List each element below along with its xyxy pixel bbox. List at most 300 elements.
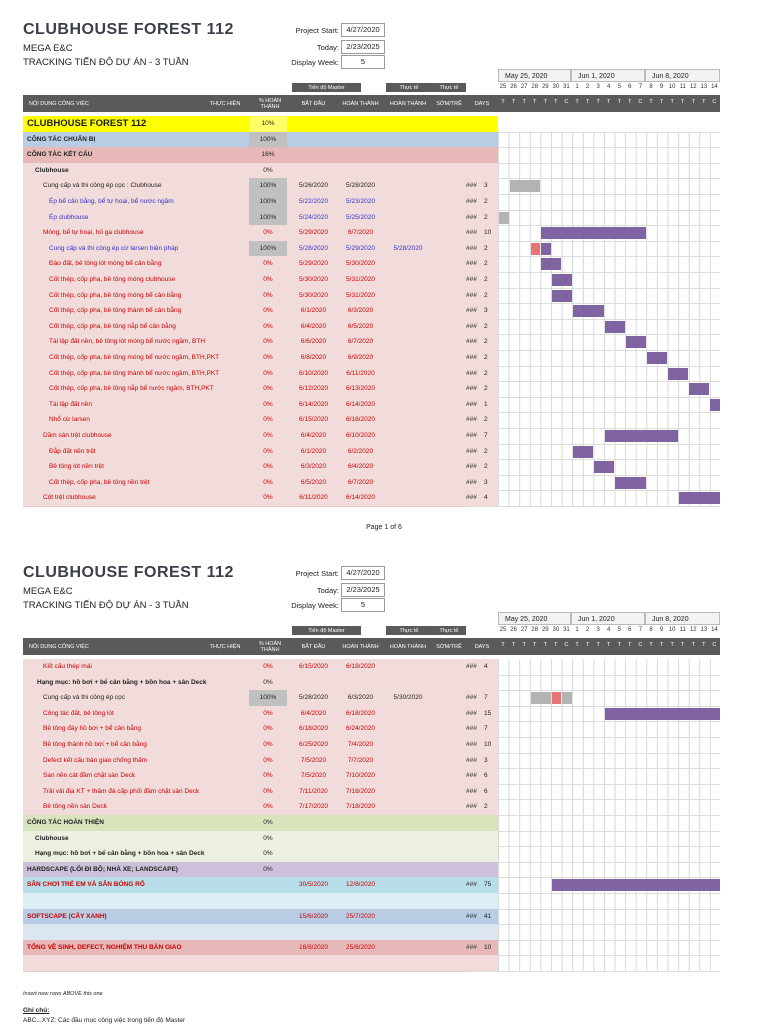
days-cell — [466, 768, 498, 785]
days-cell — [466, 831, 498, 848]
end-date — [337, 955, 384, 971]
task-name: Ép bể cân bằng, bể tự hoại, bể nước ngầm — [49, 198, 174, 205]
day-number: 25 — [499, 627, 507, 633]
days-cell — [466, 459, 498, 476]
start-date: 5/29/2020 — [299, 260, 328, 268]
day-of-week: T — [691, 99, 695, 105]
gantt-bar[interactable] — [594, 461, 614, 473]
duration-days: 2 — [484, 416, 488, 424]
end-date — [337, 675, 384, 691]
day-of-week: T — [670, 99, 674, 105]
days-cell — [466, 272, 498, 289]
day-of-week-header — [498, 95, 720, 112]
start-date — [290, 147, 337, 163]
overflow-marker: ### — [466, 741, 477, 748]
days-cell — [466, 909, 498, 926]
overflow-marker: ### — [466, 198, 477, 205]
days-cell — [466, 753, 498, 770]
end-date: 6/13/2020 — [346, 385, 375, 393]
gantt-bar[interactable] — [552, 274, 572, 286]
table-row[interactable] — [23, 116, 466, 133]
end-date — [337, 924, 384, 940]
day-number: 25 — [499, 84, 507, 90]
gantt-bar[interactable] — [647, 352, 667, 364]
task-name: Cột trệt clubhouse — [43, 494, 96, 502]
end-date: 12/8/2020 — [346, 881, 375, 889]
gantt-row — [498, 350, 720, 367]
table-row[interactable] — [23, 924, 466, 941]
day-of-week: C — [638, 99, 643, 105]
table-row[interactable] — [23, 940, 466, 957]
gantt-bar[interactable] — [541, 258, 561, 270]
display-week-field[interactable]: 5 — [341, 55, 385, 69]
day-number: 1 — [575, 84, 579, 90]
day-number: 6 — [628, 627, 632, 633]
start-date — [290, 675, 337, 691]
table-row[interactable] — [23, 225, 466, 242]
end-date: 6/18/2020 — [346, 663, 375, 670]
overflow-marker: ### — [466, 756, 477, 764]
end-date — [337, 893, 384, 909]
display-week-field-2[interactable]: 5 — [341, 598, 385, 612]
days-cell — [466, 784, 498, 801]
day-number: 6 — [628, 84, 632, 90]
day-of-week: C — [564, 99, 569, 105]
task-name: Nhổ cừ larsen — [49, 416, 90, 424]
actual-end-date — [384, 815, 432, 831]
day-of-week: T — [543, 99, 547, 105]
day-of-week: T — [670, 642, 674, 648]
start-date — [290, 163, 337, 179]
task-column-header-2: NỘI DUNG CÔNG VIỆC — [23, 638, 223, 655]
percent-complete: 0% — [263, 432, 273, 439]
percent-complete: 0% — [263, 803, 273, 811]
company-name: MEGA E&C — [23, 43, 73, 54]
percent-complete: 0% — [263, 385, 273, 393]
start-date — [290, 815, 337, 831]
overflow-marker: ### — [466, 803, 477, 811]
start-date: 6/4/2020 — [300, 709, 327, 717]
percent-complete: 0% — [263, 678, 273, 686]
task-name: Hạng mục: hồ bơi + bể cân bằng + bồn hoa + sân Deck — [37, 678, 207, 686]
start-date: 5/30/2020 — [299, 291, 328, 299]
gantt-bar[interactable] — [605, 708, 720, 720]
duration-days: 4 — [484, 663, 488, 670]
gantt-bar[interactable] — [552, 879, 720, 891]
table-row[interactable] — [23, 381, 466, 398]
day-of-week: T — [659, 99, 664, 105]
task-name: Đào đất, bê tông lót móng bể cân bằng — [49, 260, 162, 268]
start-date — [290, 955, 337, 971]
actual-end-date — [384, 909, 432, 925]
table-row[interactable] — [23, 459, 466, 476]
gantt-row — [498, 721, 720, 738]
overflow-marker: ### — [466, 494, 477, 502]
duration-days: 2 — [484, 291, 488, 299]
task-name: CÔNG TÁC HOÀN THIỆN — [27, 819, 104, 826]
gantt-bar[interactable] — [562, 692, 572, 704]
table-row[interactable] — [23, 784, 466, 801]
task-name: CÔNG TÁC CHUẨN BỊ — [27, 135, 96, 143]
days-cell — [466, 877, 498, 894]
actual-end-date — [384, 459, 432, 475]
gantt-bar[interactable] — [573, 305, 604, 317]
day-number: 29 — [541, 627, 549, 633]
end-date: 6/7/2020 — [347, 229, 374, 237]
table-row[interactable] — [23, 428, 466, 445]
task-name: Cốt thép, cốp pha, bê tông móng bể cân bằng — [49, 291, 182, 299]
day-number: 4 — [607, 84, 611, 90]
gantt-row — [498, 288, 720, 305]
task-name: Cung cấp và thi công ép cừ larsen biện pháp — [49, 244, 179, 252]
actual-end-date — [384, 444, 432, 460]
duration-days: 15 — [484, 709, 492, 717]
task-name: Cốt thép, cốp pha, bê tông thành bể cân bằng — [49, 307, 182, 315]
overflow-marker: ### — [466, 307, 477, 315]
days-column-header-2: DAYS — [466, 638, 498, 655]
days-cell — [466, 721, 498, 738]
project-start-label: Project Start: — [295, 26, 339, 35]
table-row[interactable] — [23, 877, 466, 894]
actual-end-date — [384, 225, 432, 241]
overflow-marker: ### — [466, 354, 477, 361]
task-name: Tái lập đất nền, bê tông lót móng bể nước ngầm, BTH — [49, 338, 206, 346]
today-field[interactable]: 2/23/2025 — [341, 40, 385, 54]
gantt-row — [498, 893, 720, 910]
day-of-week: T — [607, 642, 611, 648]
early-late-column-header-2: SỚM/TRỄ — [432, 638, 466, 655]
table-row[interactable] — [23, 334, 466, 351]
week-3-header-2: Jun 8, 2020 — [645, 612, 720, 625]
duration-days: 2 — [484, 276, 488, 283]
project-start-field[interactable]: 4/27/2020 — [341, 23, 385, 37]
percent-complete: 0% — [263, 725, 273, 733]
gantt-row — [498, 303, 720, 320]
actual-end-date — [384, 799, 432, 815]
overflow-marker: ### — [466, 694, 477, 702]
end-date: 6/10/2020 — [346, 432, 375, 439]
gantt-row — [498, 706, 720, 723]
gantt-bar[interactable] — [541, 227, 646, 239]
day-of-week: T — [533, 642, 537, 648]
gantt-row — [498, 490, 720, 507]
duration-days: 41 — [484, 912, 492, 920]
percent-complete — [249, 909, 287, 925]
task-name: CLUBHOUSE FOREST 112 — [27, 118, 147, 129]
gantt-row — [498, 831, 720, 848]
percent-complete: 0% — [263, 850, 273, 858]
day-of-week: T — [659, 642, 664, 648]
gantt-bar[interactable] — [552, 692, 562, 704]
gantt-row — [498, 147, 720, 164]
percent-complete — [249, 877, 287, 893]
actual-header-2-2: Thực tế — [432, 626, 466, 635]
end-column-header: HOÀN THÀNH — [337, 95, 384, 112]
days-cell — [466, 163, 498, 180]
gantt-bar[interactable] — [552, 290, 572, 302]
page-number: Page 1 of 6 — [366, 524, 402, 531]
gantt-bar[interactable] — [510, 180, 541, 192]
start-date — [290, 924, 337, 940]
table-row[interactable] — [23, 690, 466, 707]
end-date: 6/24/2020 — [346, 725, 375, 733]
table-row[interactable] — [23, 256, 466, 273]
percent-complete: 0% — [263, 260, 273, 268]
report-subtitle: TRACKING TIẾN ĐỘ DỰ ÁN - 3 TUẦN — [23, 57, 189, 68]
table-row[interactable] — [23, 909, 466, 926]
task-name: HARDSCAPE (LỐI ĐI BỘ; NHÀ XE; LANDSCAPE) — [27, 865, 178, 873]
day-of-week: T — [543, 642, 547, 648]
start-date — [290, 846, 337, 862]
table-row[interactable] — [23, 799, 466, 816]
overflow-marker: ### — [466, 881, 477, 889]
end-date — [337, 132, 384, 148]
gantt-bar[interactable] — [689, 383, 709, 395]
gantt-bar[interactable] — [499, 212, 509, 224]
actual-end-date — [384, 350, 432, 366]
percent-complete: 0% — [263, 276, 273, 283]
table-row[interactable] — [23, 815, 466, 832]
day-number: 10 — [668, 84, 676, 90]
actual-header-1-2: Thực tế — [386, 626, 432, 635]
day-number: 9 — [659, 84, 664, 90]
gantt-row — [498, 210, 720, 227]
day-of-week: C — [638, 642, 643, 648]
gantt-bar[interactable] — [605, 430, 678, 442]
percent-complete: 10% — [249, 116, 287, 132]
overflow-marker: ### — [466, 787, 477, 795]
end-date — [337, 163, 384, 179]
gantt-row — [498, 924, 720, 941]
week-1-header: May 25, 2020 — [498, 69, 571, 82]
table-row[interactable] — [23, 721, 466, 738]
table-row[interactable] — [23, 862, 466, 879]
task-name: Cốt thép, cốp pha, bê tông móng bể nước ngầm, BTH,PKT — [49, 354, 220, 361]
end-date: 6/18/2020 — [346, 709, 375, 717]
day-number: 4 — [607, 627, 611, 633]
project-start-field-2[interactable]: 4/27/2020 — [341, 566, 385, 580]
start-date: 6/6/2020 — [300, 338, 327, 346]
gantt-bar[interactable] — [615, 477, 646, 489]
percent-complete: 0% — [263, 819, 273, 826]
table-row[interactable] — [23, 210, 466, 227]
actual-end-date — [384, 955, 432, 971]
table-row[interactable] — [23, 831, 466, 848]
percent-complete: 0% — [263, 291, 273, 299]
table-row[interactable] — [23, 753, 466, 770]
table-row[interactable] — [23, 490, 466, 507]
percent-complete: 0% — [263, 447, 273, 455]
task-name: Cốt thép, cốp pha, bê tông nền trệt — [49, 478, 150, 486]
percent-complete: 0% — [263, 400, 273, 408]
end-date: 6/3/2020 — [347, 694, 374, 702]
table-row[interactable] — [23, 163, 466, 180]
task-name: TỔNG VỆ SINH, DEFECT, NGHIỆM THU BÀN GIAO — [27, 943, 182, 951]
day-of-week: T — [522, 642, 526, 648]
table-row[interactable] — [23, 194, 466, 211]
start-date: 6/18/2020 — [299, 725, 328, 733]
table-row[interactable] — [23, 955, 466, 972]
gantt-row — [498, 753, 720, 770]
days-cell — [466, 334, 498, 351]
gantt-bar[interactable] — [573, 446, 593, 458]
overflow-marker: ### — [466, 447, 477, 455]
table-row[interactable] — [23, 319, 466, 336]
task-name: Dầm sàn trệt clubhouse — [43, 432, 112, 439]
actual-end-date — [384, 737, 432, 753]
actual-end-date — [384, 831, 432, 847]
overflow-marker: ### — [466, 369, 477, 377]
task-name — [27, 955, 249, 971]
start-date: 6/10/2020 — [299, 369, 328, 377]
task-name: Clubhouse — [35, 834, 69, 842]
start-date: 6/25/2020 — [299, 741, 328, 748]
percent-complete: 0% — [263, 756, 273, 764]
gantt-row — [498, 397, 720, 414]
day-of-week: T — [554, 99, 558, 105]
overflow-marker: ### — [466, 213, 477, 221]
end-date — [337, 862, 384, 878]
gantt-bar[interactable] — [605, 321, 625, 333]
task-name: Kết cấu thép mái — [43, 663, 92, 670]
gantt-bar[interactable] — [668, 368, 688, 380]
gantt-row — [498, 877, 720, 894]
task-name: Tái lập đất nền — [49, 400, 93, 408]
overflow-marker: ### — [466, 463, 477, 471]
actual-end-date — [384, 475, 432, 491]
duration-days: 2 — [484, 463, 488, 471]
table-row[interactable] — [23, 147, 466, 164]
gantt-bar[interactable] — [679, 492, 720, 504]
task-name: Đắp đất nền trệt — [49, 447, 96, 455]
start-date: 6/12/2020 — [299, 385, 328, 393]
day-of-week: C — [712, 99, 717, 105]
table-row[interactable] — [23, 241, 466, 258]
day-of-week: T — [533, 99, 537, 105]
start-date: 7/17/2020 — [299, 803, 328, 811]
table-row[interactable] — [23, 397, 466, 414]
actual-end-date — [384, 256, 432, 272]
day-number: 8 — [649, 627, 653, 633]
table-row[interactable] — [23, 288, 466, 305]
table-row[interactable] — [23, 350, 466, 367]
end-date: 5/25/2020 — [346, 213, 375, 221]
gantt-row — [498, 659, 720, 676]
week-3-header: Jun 8, 2020 — [645, 69, 720, 82]
overflow-marker: ### — [466, 709, 477, 717]
day-number: 30 — [552, 84, 560, 90]
actual-end-date — [384, 210, 432, 226]
gantt-bar[interactable] — [531, 243, 541, 255]
actual-end-date — [384, 163, 432, 179]
actual-end-date — [384, 846, 432, 862]
task-name: Clubhouse — [35, 166, 69, 174]
table-row[interactable] — [23, 893, 466, 910]
percent-complete: 0% — [263, 369, 273, 377]
actual-end-date — [384, 194, 432, 210]
table-row[interactable] — [23, 675, 466, 692]
start-date — [290, 893, 337, 909]
day-number: 29 — [541, 84, 549, 90]
gantt-row — [498, 862, 720, 879]
table-row[interactable] — [23, 444, 466, 461]
duration-days: 3 — [484, 478, 488, 486]
end-date: 5/29/2020 — [346, 244, 375, 252]
task-name: Cốt thép, cốp pha, bê tông nắp bể nước ngầm, BTH,PKT — [49, 385, 214, 393]
gantt-bar[interactable] — [626, 336, 646, 348]
task-name — [27, 893, 249, 909]
overflow-marker: ### — [466, 912, 477, 920]
actual-end-date: 5/28/2020 — [393, 244, 423, 252]
table-row[interactable] — [23, 659, 466, 676]
percent-complete: 16% — [261, 151, 275, 159]
duration-days: 3 — [484, 182, 488, 190]
task-name: Cốt thép, cốp pha, bê tông móng clubhouse — [49, 276, 176, 283]
table-row[interactable] — [23, 303, 466, 320]
table-row[interactable] — [23, 132, 466, 149]
gantt-bar[interactable] — [531, 692, 551, 704]
percent-complete: 0% — [263, 772, 273, 780]
task-name: Defect kết cấu bàn giao chống thấm — [43, 756, 148, 764]
gantt-row — [498, 690, 720, 707]
overflow-marker: ### — [466, 291, 477, 299]
gantt-row — [498, 444, 720, 461]
actual-end-date — [384, 334, 432, 350]
day-number: 12 — [689, 627, 697, 633]
start-date — [290, 116, 337, 132]
gantt-bar[interactable] — [710, 399, 720, 411]
table-row[interactable] — [23, 272, 466, 289]
day-of-week: T — [617, 99, 621, 105]
days-cell — [466, 690, 498, 707]
actual-end-date — [384, 721, 432, 737]
task-column-header: NỘI DUNG CÔNG VIỆC — [23, 95, 223, 112]
day-number: 3 — [596, 84, 600, 90]
day-number: 5 — [617, 84, 621, 90]
table-row[interactable] — [23, 737, 466, 754]
end-date: 6/5/2020 — [347, 322, 374, 330]
today-field-2[interactable]: 2/23/2025 — [341, 583, 385, 597]
table-row[interactable] — [23, 768, 466, 785]
table-row[interactable] — [23, 846, 466, 863]
table-row[interactable] — [23, 475, 466, 492]
day-of-week: T — [554, 642, 558, 648]
days-cell — [466, 412, 498, 429]
duration-days: 2 — [484, 803, 488, 811]
actual-end-date — [384, 272, 432, 288]
task-name: SÂN CHƠI TRẺ EM VÀ SÂN BÓNG RỔ — [27, 881, 145, 889]
day-number: 8 — [649, 84, 653, 90]
day-number: 5 — [617, 627, 621, 633]
days-cell — [466, 846, 498, 863]
start-column-header-2: BẮT ĐẦU — [290, 638, 337, 655]
early-late-column-header: SỚM/TRỄ — [432, 95, 466, 112]
actual-end-date: 5/30/2020 — [393, 694, 423, 702]
table-row[interactable] — [23, 706, 466, 723]
days-column-header: DAYS — [466, 95, 498, 112]
table-row[interactable] — [23, 412, 466, 429]
table-row[interactable] — [23, 178, 466, 195]
start-date: 6/1/2020 — [300, 307, 327, 315]
gantt-row — [498, 256, 720, 273]
day-number: 2 — [585, 84, 590, 90]
gantt-bar[interactable] — [541, 243, 551, 255]
days-cell — [466, 397, 498, 414]
duration-days: 2 — [484, 322, 488, 330]
table-row[interactable] — [23, 366, 466, 383]
gantt-row — [498, 675, 720, 692]
day-of-week: C — [564, 642, 569, 648]
